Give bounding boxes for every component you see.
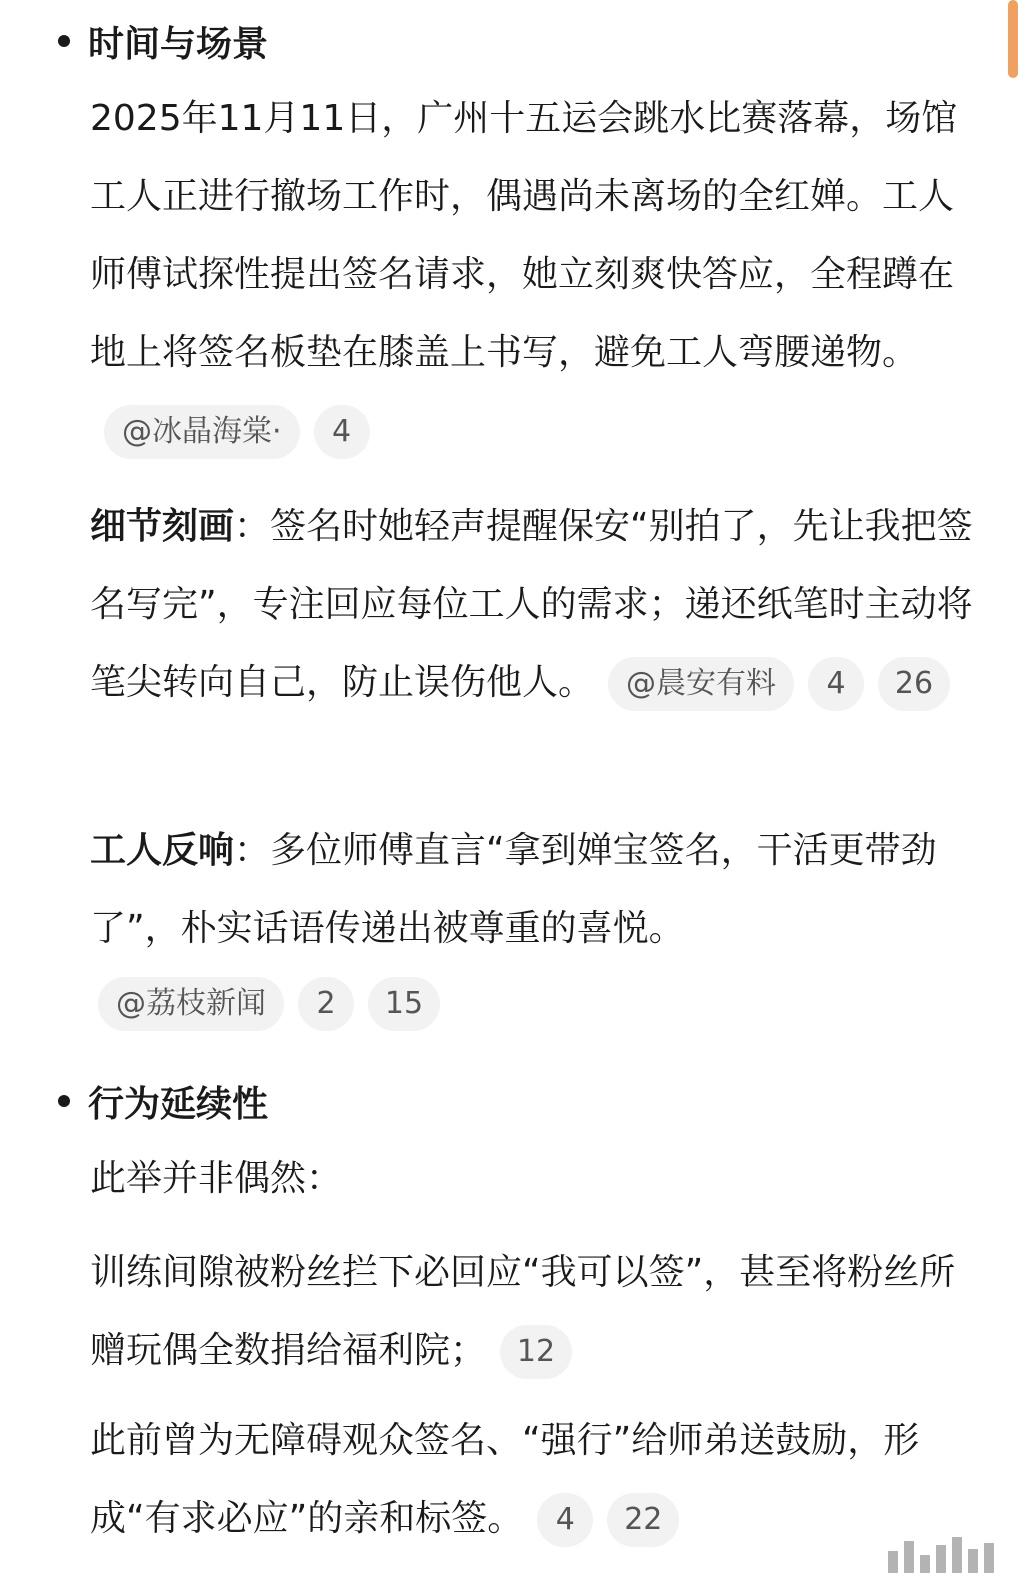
paragraph-text: 2025年11月11日，广州十五运会跳水比赛落幕，场馆工人正进行撤场工作时，偶遇尚未离场的全红婵。工人师傅试探性提出签名请求，她立刻爽快答应，全程蹲在地上将签名板垫在膝盖上书写，避免工人弯腰递物。 (90, 98, 958, 373)
paragraph-text: ：签名时她轻声提醒保安“别拍了，先让我把签名写完”，专注回应每位工人的需求；递还纸笔时主动将笔尖转向自己，防止误伤他人。 (90, 506, 973, 703)
paragraph-label: 工人反响 (90, 830, 235, 871)
section-heading-row (58, 16, 268, 66)
paragraph (90, 1402, 980, 1558)
paragraph-text: 此前曾为无障碍观众签名、“强行”给师弟送鼓励，形成“有求必应”的亲和标签。 (90, 1420, 920, 1539)
paragraph-text: 此举并非偶然： (90, 1158, 343, 1199)
citation-chip[interactable]: 4 (537, 1493, 593, 1547)
source-chip[interactable]: @荔枝新闻 (98, 977, 284, 1031)
paragraph (90, 1140, 980, 1218)
source-chip[interactable]: @冰晶海棠· (104, 405, 300, 459)
section-title: 行为延续性 (88, 1083, 269, 1125)
bullet-icon (58, 1095, 70, 1107)
chip-row (84, 974, 440, 1034)
citation-chip[interactable]: 26 (878, 657, 950, 711)
paragraph (90, 488, 980, 722)
citation-chip[interactable]: 4 (314, 405, 370, 459)
scroll-indicator[interactable] (1008, 0, 1018, 78)
citation-chip[interactable]: 2 (298, 977, 354, 1031)
watermark-logo (888, 1533, 994, 1573)
citation-chip[interactable]: 22 (607, 1493, 679, 1547)
citation-chip[interactable]: 12 (500, 1325, 572, 1379)
citation-chip[interactable]: 15 (368, 977, 440, 1031)
bullet-icon (58, 35, 70, 47)
paragraph-label: 细节刻画 (90, 506, 235, 547)
paragraph (90, 80, 980, 470)
paragraph (90, 1234, 980, 1390)
section-title: 时间与场景 (88, 23, 269, 65)
section-heading-row (58, 1076, 268, 1126)
citation-chip[interactable]: 4 (808, 657, 864, 711)
paragraph (90, 812, 980, 968)
source-chip[interactable]: @晨安有料 (608, 657, 794, 711)
paragraph-text: ：多位师傅直言“拿到婵宝签名，干活更带劲了”，朴实话语传递出被尊重的喜悦。 (90, 830, 937, 949)
paragraph-text: 训练间隙被粉丝拦下必回应“我可以签”，甚至将粉丝所赠玩偶全数捐给福利院； (90, 1252, 956, 1371)
